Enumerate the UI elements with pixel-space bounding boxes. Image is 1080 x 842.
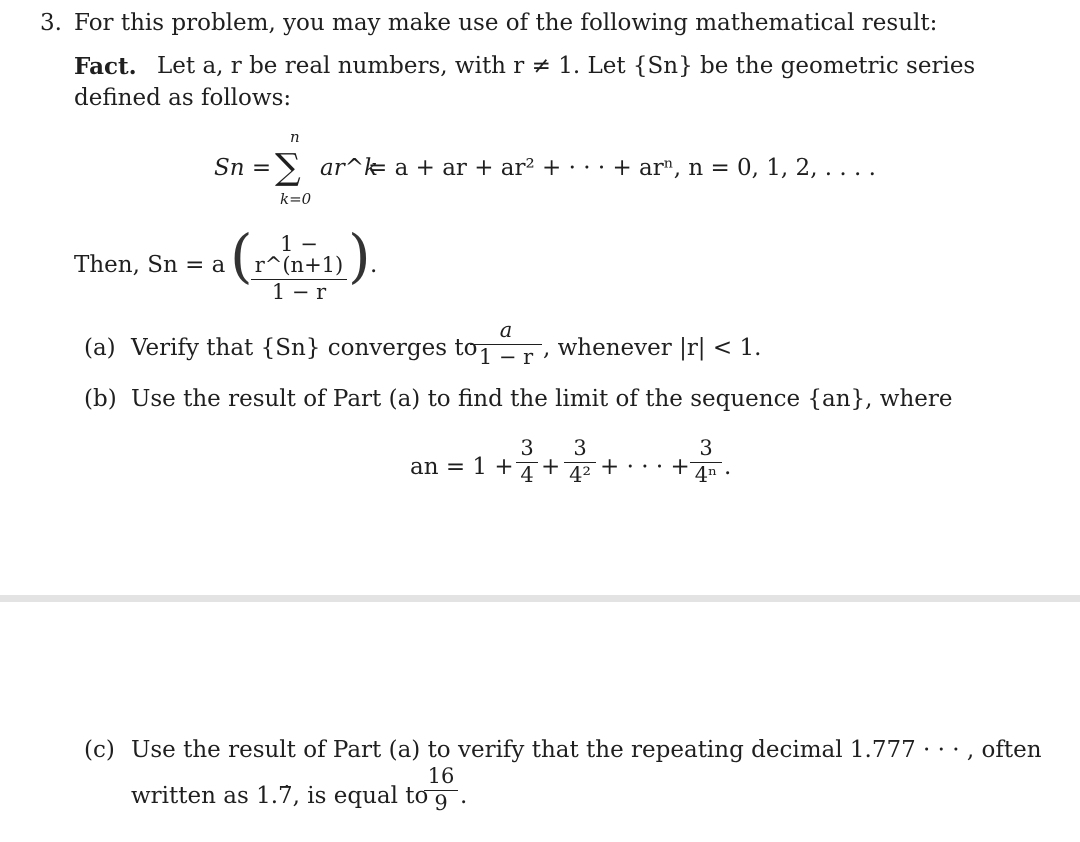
part-c-label: (c): [84, 737, 115, 763]
part-b-op-1: +: [541, 454, 561, 480]
fact-line-2: defined as follows:: [74, 85, 292, 111]
part-c-line-1: Use the result of Part (a) to verify that the repeating decimal 1.777 · · · , often: [131, 737, 1042, 763]
part-b-term-3: [690, 438, 722, 486]
part-a-label: (a): [84, 335, 116, 361]
part-b-label: (b): [84, 386, 117, 412]
problem-intro: For this problem, you may make use of the following mathematical result:: [74, 10, 938, 36]
part-a-denominator: 1 − r: [478, 345, 534, 369]
term-denominator: 4²: [569, 463, 591, 487]
then-denominator: 1 − r: [271, 280, 327, 304]
page-separator: [0, 595, 1080, 602]
then-suffix: .: [370, 252, 378, 278]
sum-symbol: ∑: [275, 147, 301, 188]
left-paren: (: [230, 222, 253, 290]
problem-number: 3.: [40, 10, 62, 36]
fact-label: Fact.: [74, 53, 137, 80]
right-paren: ): [348, 222, 371, 290]
part-c-fraction: [424, 766, 458, 814]
part-a-fraction: [470, 320, 542, 368]
then-numerator: 1 − r^(n+1): [254, 232, 344, 277]
part-b-text: Use the result of Part (a) to find the limit of the sequence {an}, where: [131, 386, 953, 412]
sum-term: ar^k: [320, 155, 378, 181]
part-b-op-3: .: [724, 454, 732, 480]
part-c-period: .: [460, 783, 468, 809]
part-c-denominator: 9: [434, 791, 448, 815]
term-numerator: 3: [573, 436, 587, 460]
sum-eq-rhs: = a + ar + ar² + · · · + arⁿ, n = 0, 1, 2, . . . .: [368, 155, 876, 181]
part-c-numerator: 16: [427, 764, 455, 788]
sum-upper-limit: n: [290, 128, 300, 146]
part-a-numerator: a: [499, 318, 513, 342]
part-a-text: Verify that {Sn} converges to: [131, 335, 478, 361]
part-c-line-2: written as 1.7̇, is equal to: [131, 783, 429, 809]
part-b-term-1: [516, 438, 538, 486]
term-numerator: 3: [699, 436, 713, 460]
sum-lower-limit: k=0: [280, 190, 312, 208]
then-fraction: [251, 234, 347, 303]
term-denominator: 4: [520, 463, 534, 487]
part-b-term-2: [564, 438, 596, 486]
part-b-op-2: + · · · +: [600, 454, 690, 480]
sum-eq-lhs: Sn =: [214, 155, 272, 181]
then-prefix: Then, Sn = a: [74, 252, 226, 278]
part-a-condition: , whenever |r| < 1.: [543, 335, 762, 361]
part-b-eq-lhs: an = 1 +: [410, 454, 514, 480]
term-numerator: 3: [520, 436, 534, 460]
fact-line-1: Let a, r be real numbers, with r ≠ 1. Let {Sn} be the geometric series: [157, 53, 976, 79]
term-denominator: 4ⁿ: [694, 463, 718, 487]
